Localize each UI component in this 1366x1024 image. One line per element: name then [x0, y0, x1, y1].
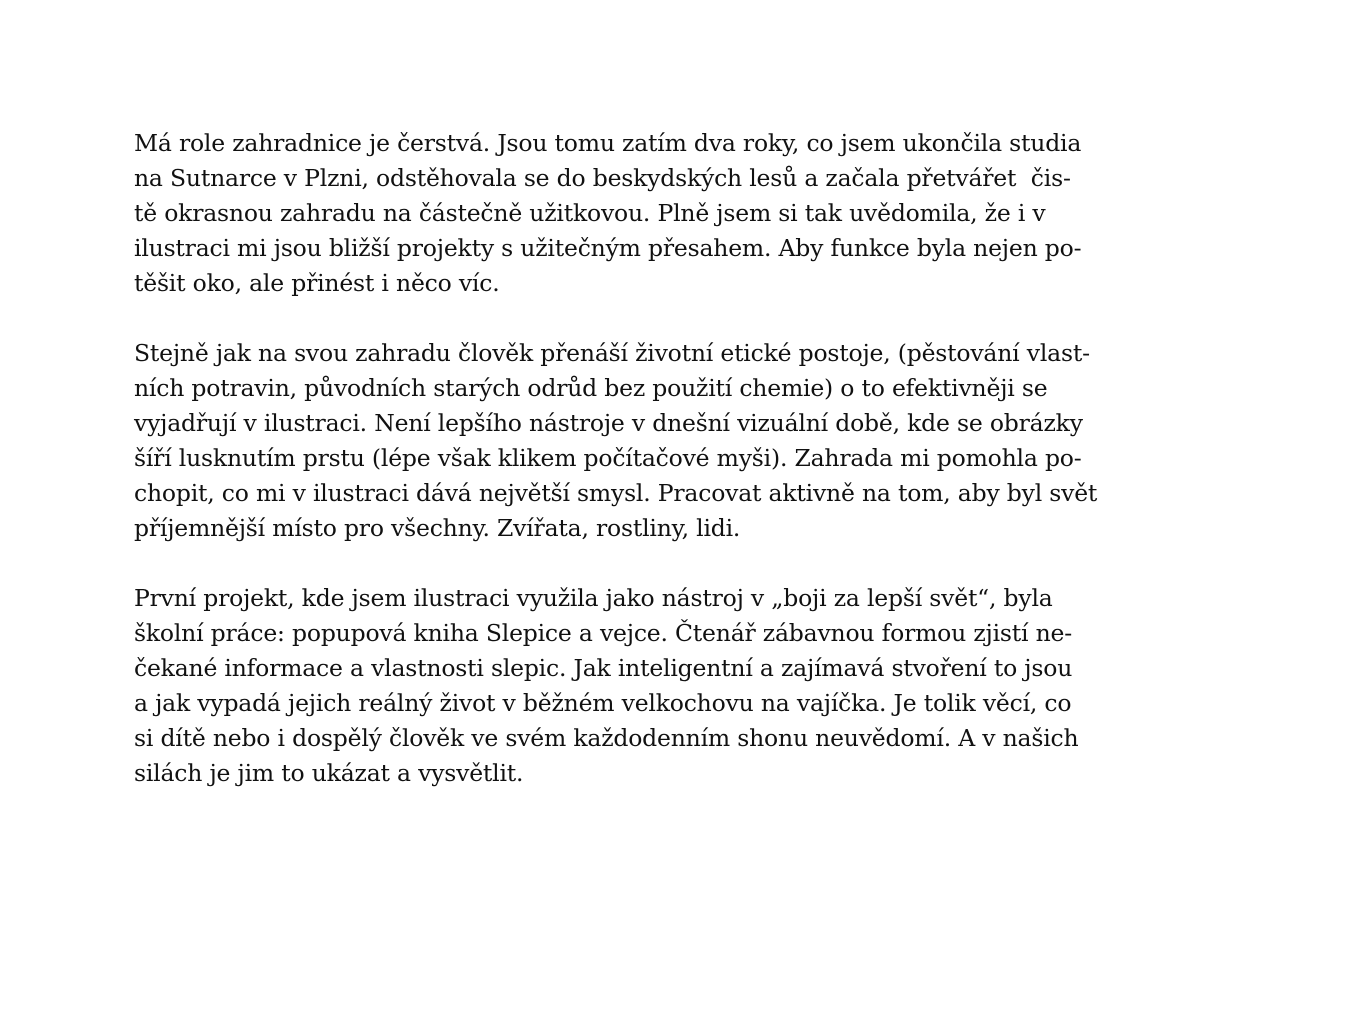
text-line: ních potravin, původních starých odrůd bez použití chemie) o to efektivněji se — [134, 374, 1048, 402]
text-line: školní práce: popupová kniha Slepice a vejce. Čtenář zábavnou formou zjistí ne- — [134, 619, 1072, 647]
text-line: ilustraci mi jsou bližší projekty s užitečným přesahem. Aby funkce byla nejen po- — [134, 234, 1082, 262]
paragraph-1 — [134, 126, 1234, 301]
text-line: První projekt, kde jsem ilustraci využila jako nástroj v „boji za lepší svět“, byla — [134, 584, 1053, 612]
paragraph-3 — [134, 581, 1234, 791]
text-line: vyjadřují v ilustraci. Není lepšího nástroje v dnešní vizuální době, kde se obrázky — [134, 409, 1083, 437]
text-line: čekané informace a vlastnosti slepic. Jak inteligentní a zajímavá stvoření to jsou — [134, 654, 1073, 682]
text-line: Má role zahradnice je čerstvá. Jsou tomu zatím dva roky, co jsem ukončila studia — [134, 129, 1082, 157]
document-body — [134, 126, 1234, 826]
text-line: příjemnější místo pro všechny. Zvířata, rostliny, lidi. — [134, 514, 741, 542]
text-line: na Sutnarce v Plzni, odstěhovala se do beskydských lesů a začala přetvářet čis- — [134, 164, 1071, 192]
text-line: a jak vypadá jejich reálný život v běžném velkochovu na vajíčka. Je tolik věcí, co — [134, 689, 1072, 717]
text-line: chopit, co mi v ilustraci dává největší smysl. Pracovat aktivně na tom, aby byl svět — [134, 479, 1098, 507]
text-line: si dítě nebo i dospělý člověk ve svém každodenním shonu neuvědomí. A v našich — [134, 724, 1079, 752]
text-line: těšit oko, ale přinést i něco víc. — [134, 269, 500, 297]
text-line: tě okrasnou zahradu na částečně užitkovou. Plně jsem si tak uvědomila, že i v — [134, 199, 1046, 227]
text-line: Stejně jak na svou zahradu člověk přenáší životní etické postoje, (pěstování vlast- — [134, 339, 1090, 367]
text-line: silách je jim to ukázat a vysvětlit. — [134, 759, 524, 787]
paragraph-2 — [134, 336, 1234, 546]
text-line: šíří lusknutím prstu (lépe však klikem počítačové myši). Zahrada mi pomohla po- — [134, 444, 1082, 472]
